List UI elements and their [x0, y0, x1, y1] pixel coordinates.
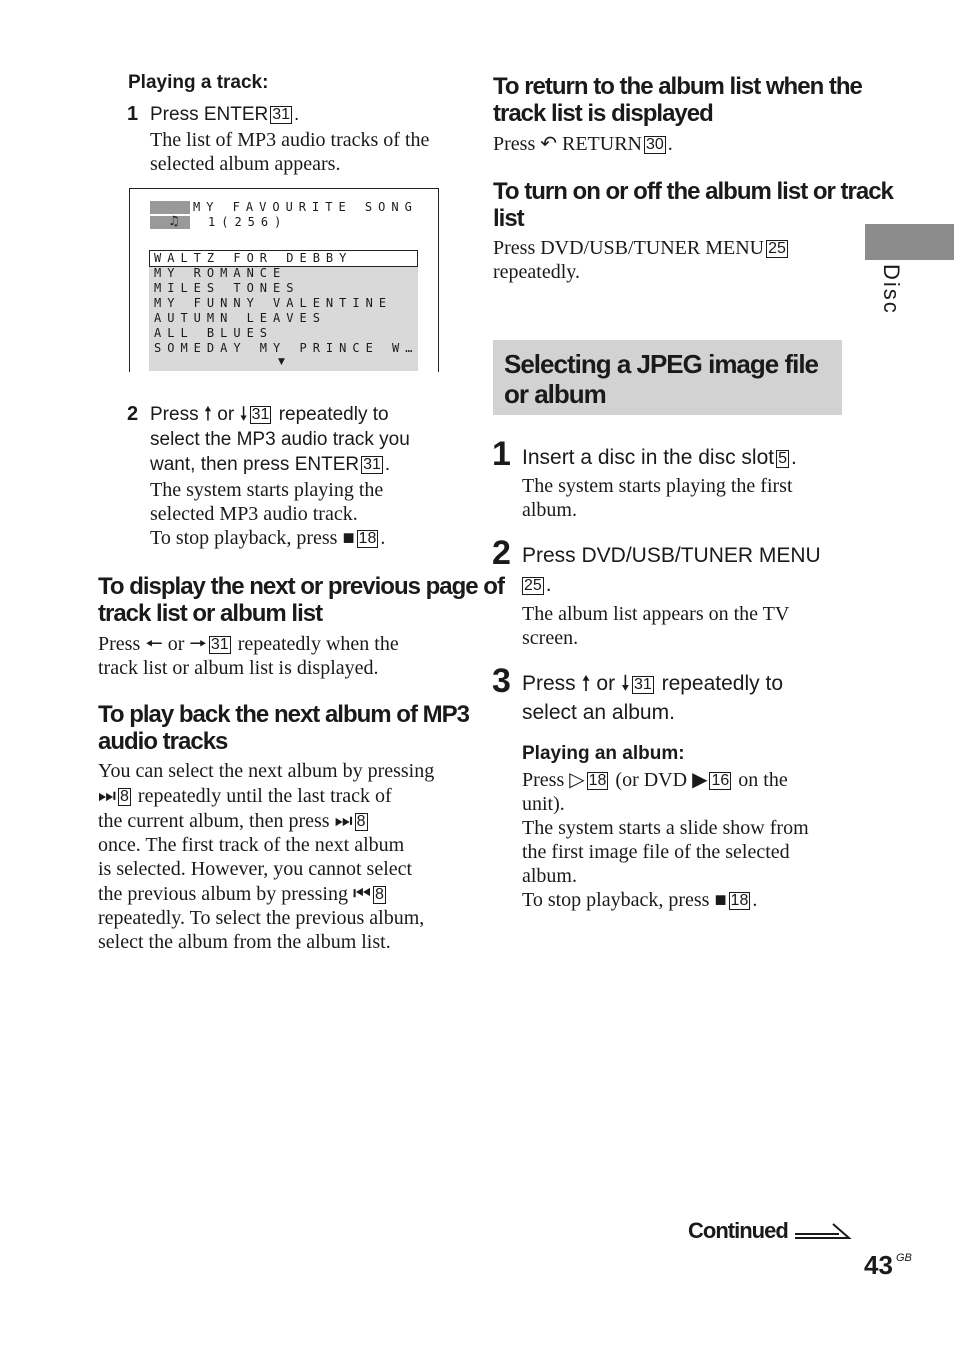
track-item: MY ROMANCE	[154, 266, 287, 280]
folder-icon	[150, 201, 190, 214]
step-description: The album list appears on the TV screen.	[522, 603, 790, 649]
left-arrow-icon: 🠔	[145, 633, 163, 655]
paragraph: You can select the next album by pressing ⏭ 8 repeatedly until the last track of the current album, then press ⏭ 8 once. The first track of the next album is selected. However, you cannot select the previous album by pressing ⏮ 8 repeatedly. To select the previous album, select the album from the album list.	[98, 760, 435, 953]
key-number: 25	[524, 577, 542, 594]
key-number: 8	[120, 788, 129, 805]
subheading: To display the next or previous page of track list or album list	[98, 573, 504, 627]
next-track-icon: ⏭	[334, 808, 353, 832]
subheading: To play back the next album of MP3 audio tracks	[98, 701, 469, 755]
track-item: MY FUNNY VALENTINE	[154, 296, 393, 310]
track-list	[154, 251, 419, 356]
step-description: The list of MP3 audio tracks of the selected album appears.	[150, 129, 430, 175]
play-outline-icon: ▷	[569, 767, 585, 791]
play-icon: ▶	[692, 767, 708, 791]
key-number: 25	[768, 240, 786, 257]
scroll-down-icon: ▼	[278, 357, 285, 367]
right-arrow-icon: 🠖	[189, 633, 207, 655]
playing-track-heading: Playing a track:	[128, 72, 269, 93]
key-number: 31	[251, 406, 270, 423]
section-title: Selecting a JPEG image file or album	[504, 349, 819, 409]
paragraph: Press ▷ 18 (or DVD ▶ 16 on the unit). The system starts a slide show from the first image file of the selected album. To stop playback, press ■ 18 .	[522, 767, 809, 911]
step-instruction: Press 🠕 or 🠗 31 repeatedly to select an album.	[522, 672, 783, 724]
key-number: 30	[646, 136, 664, 153]
page-suffix: GB	[896, 1252, 912, 1264]
step-instruction: Press 🠕 or 🠗 31 repeatedly to select the MP3 audio track you want, then press ENTER 31 .	[150, 404, 410, 475]
music-note-icon: ♫	[150, 216, 190, 229]
up-arrow-icon: 🠕	[203, 404, 213, 425]
step-text: Press ENTER	[150, 104, 269, 125]
paragraph: Press DVD/USB/TUNER MENU 25 repeatedly.	[493, 237, 786, 283]
key-number: 18	[358, 530, 377, 547]
return-icon: ↶	[540, 131, 557, 155]
key-number: 8	[356, 813, 366, 830]
step-number: 2	[127, 403, 139, 425]
playing-album-heading: Playing an album:	[522, 743, 685, 764]
step-instruction: Insert a disc in the disc slot 5 .	[522, 446, 797, 469]
page-number: 43	[864, 1250, 893, 1280]
stop-icon: ■	[342, 527, 355, 549]
next-track-icon: ⏭	[98, 783, 116, 807]
stop-icon: ■	[714, 889, 727, 911]
key-number: 18	[730, 892, 749, 909]
track-count: 1(256)	[208, 215, 288, 229]
subheading: To return to the album list when the track list is displayed	[493, 73, 862, 127]
track-item: AUTUMN LEAVES	[154, 311, 326, 325]
track-item: MILES TONES	[154, 281, 300, 295]
step-description: The system starts playing the first album.	[522, 475, 793, 521]
continued-arrow-icon	[793, 1218, 853, 1242]
step-number: 1	[127, 103, 139, 125]
step-number: 2	[492, 534, 509, 572]
key-number: 18	[588, 772, 607, 789]
step-instruction: Press DVD/USB/TUNER MENU 25 .	[522, 544, 821, 596]
key-number: 31	[633, 676, 652, 693]
paragraph: Press 🠔 or 🠖 31 repeatedly when the track list or album list is displayed.	[98, 633, 399, 679]
key-number: 5	[778, 450, 788, 467]
continued-label: Continued	[688, 1218, 853, 1244]
key-number: 8	[374, 886, 384, 903]
folder-title: MY FAVOURITE SONG	[193, 200, 418, 214]
step-instruction: Press ENTER 31 .	[150, 104, 300, 125]
step-number: 3	[492, 662, 509, 700]
step-description: The system starts playing the selected MP3 audio track. To stop playback, press ■ 18 .	[150, 479, 386, 549]
key-number: 31	[210, 636, 229, 653]
section-tab-label: Disc	[879, 264, 904, 315]
up-arrow-icon: 🠕	[581, 672, 591, 695]
section-tab	[865, 224, 954, 260]
step-number: 1	[492, 435, 509, 473]
subheading: To turn on or off the album list or track list	[493, 178, 893, 232]
paragraph: Press ↶ RETURN 30 .	[493, 131, 673, 155]
down-arrow-icon: 🠗	[239, 404, 248, 425]
track-item: WALTZ FOR DEBBY	[154, 251, 353, 265]
key-number: 31	[363, 456, 381, 473]
track-item: SOMEDAY MY PRINCE W…	[154, 341, 419, 355]
down-arrow-icon: 🠗	[620, 672, 630, 695]
previous-track-icon: ⏮	[352, 881, 371, 905]
key-number: 31	[272, 106, 291, 123]
track-item: ALL BLUES	[154, 326, 274, 340]
key-number: 16	[711, 772, 730, 789]
